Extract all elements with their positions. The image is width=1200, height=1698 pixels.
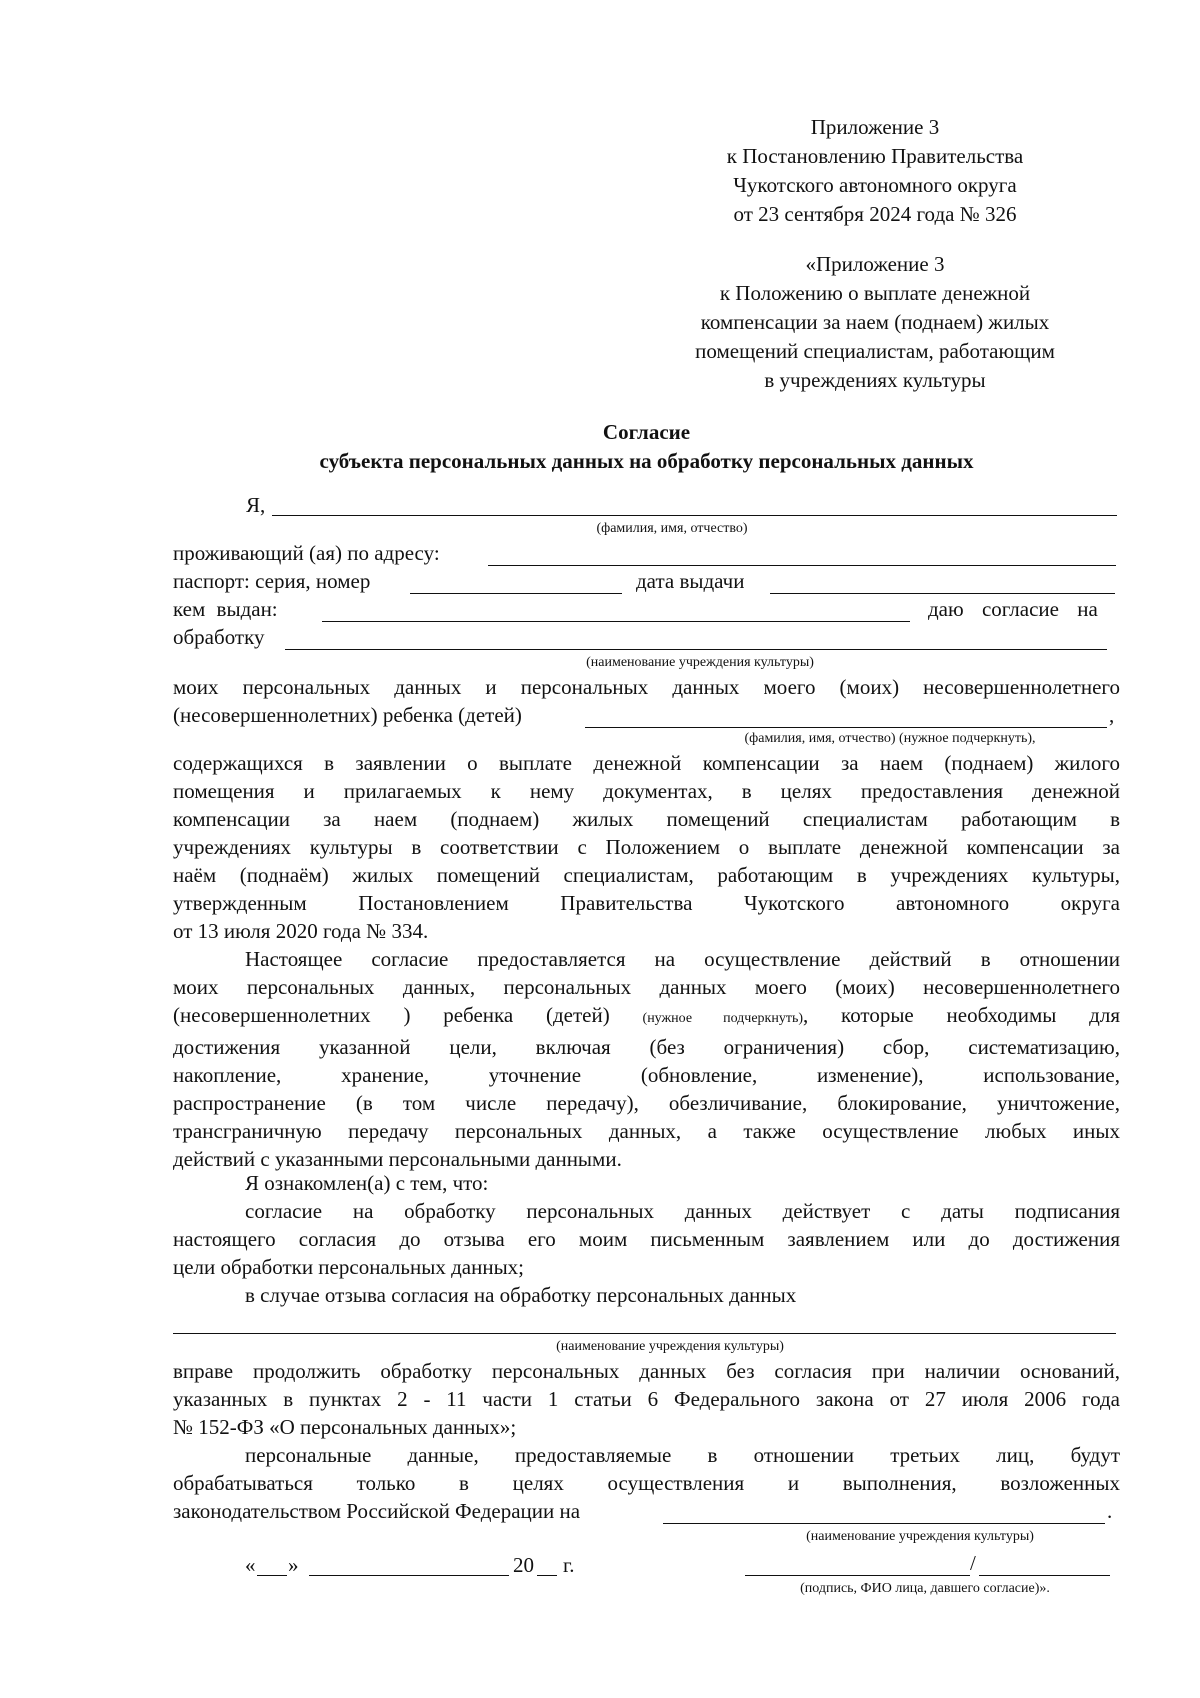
text-line: от 13 июля 2020 года № 334. <box>173 919 429 943</box>
header-line: «Приложение 3 <box>805 252 945 276</box>
header-line: к Постановлению Правительства <box>726 144 1024 168</box>
text-line: настоящего согласия до отзыва его моим письменным заявлением или до достижения <box>173 1227 1120 1251</box>
note-fragment: (нужное подчеркнуть) <box>642 1011 804 1026</box>
title-line-1: Согласие <box>602 420 691 444</box>
year-suffix: г. <box>563 1553 575 1577</box>
text-line: достижения указанной цели, включая (без ограничения) сбор, систематизацию, <box>173 1035 1120 1059</box>
title-line-2: субъекта персональных данных на обработку персональных данных <box>319 449 974 473</box>
text-line: содержащихся в заявлении о выплате денежной компенсации за наем (поднаем) жилого <box>173 751 1120 775</box>
signature-field[interactable] <box>745 1575 970 1576</box>
paragraph-third-parties <box>173 1441 1120 1497</box>
text-line: Настоящее согласие предоставляется на осуществление действий в отношении <box>245 947 1120 971</box>
revoke-line: в случае отзыва согласия на обработку персональных данных <box>245 1283 797 1307</box>
text-line <box>173 1001 1120 1033</box>
header-line: Чукотского автономного округа <box>733 173 1017 197</box>
text-line: накопление, хранение, уточнение (обновление, изменение), использование, <box>173 1063 1120 1087</box>
revoke-institution-field[interactable] <box>173 1333 1116 1334</box>
legislation-period: . <box>1107 1499 1113 1523</box>
institution-caption: (наименование учреждения культуры) <box>586 655 814 670</box>
text-line: согласие на обработку персональных данных действует с даты подписания <box>245 1199 1120 1223</box>
third-party-institution-field[interactable] <box>663 1523 1105 1524</box>
paragraph-purpose <box>173 749 1120 945</box>
header-line: компенсации за наем (поднаем) жилых <box>700 310 1050 334</box>
header-line: Приложение 3 <box>810 115 940 139</box>
legislation-label: законодательством Российской Федерации на <box>173 1499 581 1523</box>
signature-caption: (подпись, ФИО лица, давшего согласие)». <box>800 1581 1050 1596</box>
header-line: в учреждениях культуры <box>764 368 986 392</box>
day-field[interactable] <box>257 1575 287 1576</box>
text-line: персональные данные, предоставляемые в отношении третьих лиц, будут <box>245 1443 1120 1467</box>
text-line: № 152-ФЗ «О персональных данных»; <box>173 1415 517 1439</box>
signer-name-field[interactable] <box>979 1575 1110 1576</box>
children-block <box>173 673 1120 701</box>
third-party-caption: (наименование учреждения культуры) <box>806 1529 1034 1544</box>
issue-date-label: дата выдачи <box>636 569 745 593</box>
issued-by-label: кем выдан: <box>173 597 278 621</box>
text-line: вправе продолжить обработку персональных данных без согласия при наличии оснований, <box>173 1359 1120 1383</box>
signature-slash: / <box>970 1551 976 1575</box>
processing-label: обработку <box>173 625 265 649</box>
text-line: моих персональных данных и персональных данных моего (моих) несовершеннолетнего <box>173 675 1120 699</box>
text-line: указанных в пунктах 2 - 11 части 1 статьи 6 Федерального закона от 27 июля 2006 года <box>173 1387 1120 1411</box>
paragraph-validity <box>173 1197 1120 1281</box>
consent-label: даю согласие на <box>928 597 1098 621</box>
fio-caption: (фамилия, имя, отчество) <box>596 521 748 536</box>
text-fragment: , которые необходимы для <box>803 1003 1121 1027</box>
issue-date-field[interactable] <box>770 593 1115 594</box>
text-line: учреждениях культуры в соответствии с Положением о выплате денежной компенсации за <box>173 835 1120 859</box>
paragraph-continue <box>173 1357 1120 1441</box>
year-prefix: 20 <box>513 1553 534 1577</box>
passport-label: паспорт: серия, номер <box>173 569 371 593</box>
address-field[interactable] <box>488 565 1116 566</box>
text-line: цели обработки персональных данных; <box>173 1255 525 1279</box>
text-line: обрабатываться только в целях осуществления и выполнения, возложенных <box>173 1471 1120 1495</box>
paragraph-actions <box>173 945 1120 1173</box>
month-field[interactable] <box>309 1575 509 1576</box>
children-fio-field[interactable] <box>585 727 1107 728</box>
address-label: проживающий (ая) по адресу: <box>173 541 440 565</box>
ya-label: Я, <box>246 493 266 517</box>
fio-field[interactable] <box>272 515 1117 516</box>
institution-field[interactable] <box>285 649 1107 650</box>
regulation-header <box>690 250 1060 395</box>
passport-number-field[interactable] <box>410 593 622 594</box>
text-line: утвержденным Постановлением Правительства Чукотского автономного округа <box>173 891 1120 915</box>
year-field[interactable] <box>537 1575 557 1576</box>
text-line: наём (поднаём) жилых помещений специалистам, работающим в учреждениях культуры, <box>173 863 1120 887</box>
header-line: помещений специалистам, работающим <box>695 339 1055 363</box>
text-line: трансграничную передачу персональных данных, а также осуществление любых иных <box>173 1119 1120 1143</box>
date-quote-close: » <box>288 1553 299 1577</box>
issued-by-field[interactable] <box>322 621 910 622</box>
acquainted-line: Я ознакомлен(а) с тем, что: <box>245 1171 489 1195</box>
text-line: моих персональных данных, персональных данных моего (моих) несовершеннолетнего <box>173 975 1120 999</box>
text-line: компенсации за наем (поднаем) жилых помещений специалистам работающим в <box>173 807 1120 831</box>
children-label: (несовершеннолетних) ребенка (детей) <box>173 703 522 727</box>
text-line: помещения и прилагаемых к нему документах, в целях предоставления денежной <box>173 779 1120 803</box>
header-line: от 23 сентября 2024 года № 326 <box>733 202 1017 226</box>
date-quote-open: « <box>245 1553 256 1577</box>
text-line: действий с указанными персональными данными. <box>173 1147 622 1171</box>
appendix-header <box>690 113 1060 229</box>
header-line: к Положению о выплате денежной <box>719 281 1031 305</box>
document-title <box>173 418 1120 476</box>
text-line: распространение (в том числе передачу), обезличивание, блокирование, уничтожение, <box>173 1091 1120 1115</box>
children-caption: (фамилия, имя, отчество) (нужное подчеркнуть), <box>744 731 1036 746</box>
revoke-caption: (наименование учреждения культуры) <box>556 1339 784 1354</box>
children-comma: , <box>1109 703 1115 727</box>
text-fragment: (несовершеннолетних ) ребенка (детей) <box>173 1003 610 1027</box>
